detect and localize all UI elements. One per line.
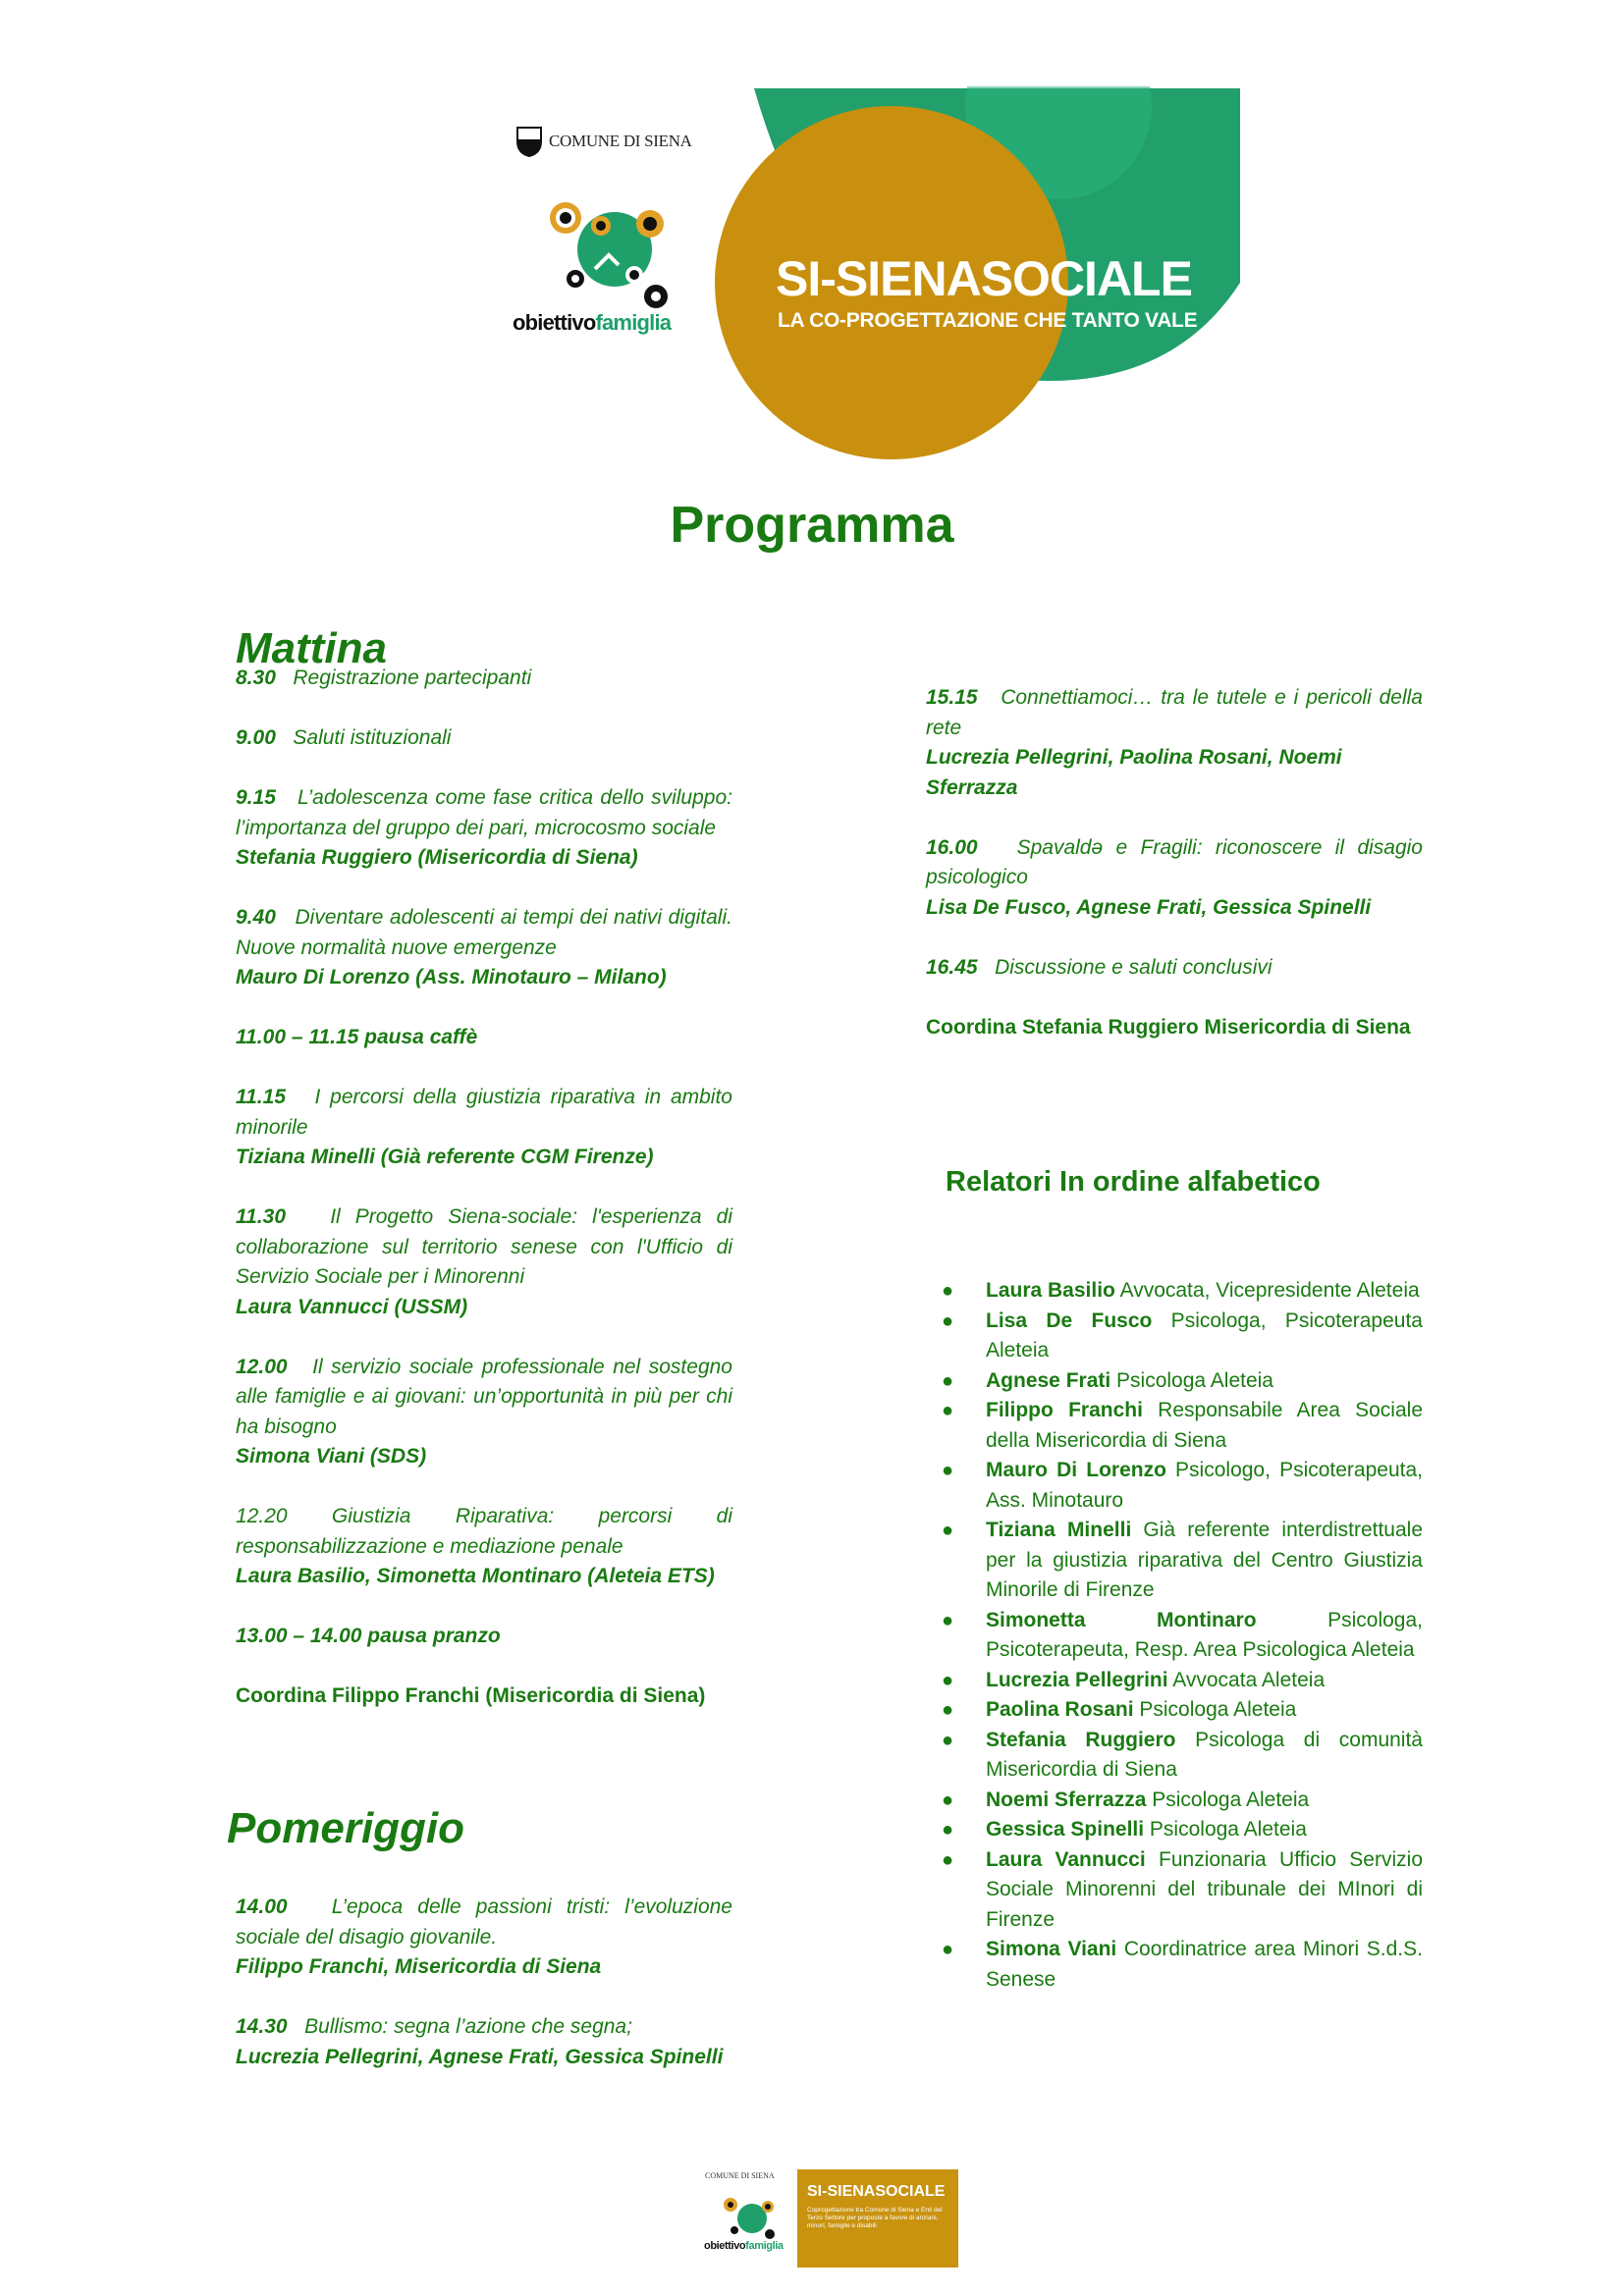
relatore-name: Mauro Di Lorenzo xyxy=(986,1459,1166,1481)
program-item-speaker: Filippo Franchi, Misericordia di Siena xyxy=(236,1955,602,1978)
program-item-topic: Diventare adolescenti ai tempi dei nativi digitali. Nuove normalità nuove emergenze xyxy=(236,906,732,959)
coordinator-note: Coordina Filippo Franchi (Misericordia di Siena) xyxy=(236,1684,706,1707)
program-item-speaker: 11.00 – 11.15 pausa caffè xyxy=(236,1026,478,1048)
bullet-icon: ● xyxy=(941,1729,954,1751)
footer-banner-description: Coprogettazione tra Comune di Siena e Enti del Terzo Settore per proposte a favore di anziani, minori, famiglie e disabili xyxy=(807,2207,943,2229)
famiglia-text: famiglia xyxy=(595,310,672,335)
program-item-topic: Connettiamoci… tra le tutele e i pericoli della rete xyxy=(926,686,1423,739)
bullet-icon: ● xyxy=(941,1819,954,1841)
relatore-item xyxy=(938,1366,1423,1397)
footer-obiettivo-text: obiettivo xyxy=(704,2240,746,2252)
bullet-icon: ● xyxy=(941,1460,954,1481)
relatore-item xyxy=(938,1606,1423,1666)
bullet-icon: ● xyxy=(941,1848,954,1871)
program-item-description xyxy=(926,833,1423,893)
program-item-topic: I percorsi della giustizia riparativa in ambito minorile xyxy=(236,1086,732,1139)
program-item-topic: 12.20 Giustizia Riparativa: percorsi di responsabilizzazione e mediazione penale xyxy=(236,1505,732,1558)
program-item-time: 11.15 xyxy=(236,1086,286,1108)
program-item xyxy=(236,903,732,993)
program-item-time: 9.00 xyxy=(236,726,276,749)
program-item xyxy=(236,1353,732,1472)
bullet-icon: ● xyxy=(941,1609,954,1631)
coordinator-note: Coordina Stefania Ruggiero Misericordia di Siena xyxy=(926,1015,1411,1039)
relatore-item xyxy=(938,1815,1423,1845)
program-item-speaker: Lisa De Fusco, Agnese Frati, Gessica Spinelli xyxy=(926,895,1372,919)
program-item-description xyxy=(926,683,1423,743)
program-item-time: 11.30 xyxy=(236,1205,286,1228)
footer-comune-label: COMUNE DI SIENA xyxy=(705,2171,775,2180)
program-item-description xyxy=(236,1502,732,1562)
relatore-name: Laura Vannucci xyxy=(986,1847,1146,1871)
program-item-topic: Registrazione partecipanti xyxy=(293,667,532,689)
program-item-description xyxy=(236,1202,732,1293)
relatore-item xyxy=(938,1845,1423,1936)
bullet-icon: ● xyxy=(941,1789,954,1811)
program-item-description xyxy=(236,664,732,694)
program-item-description xyxy=(926,953,1423,984)
relatore-item xyxy=(938,1695,1423,1726)
program-item-speaker: Tiziana Minelli (Già referente CGM Firenze) xyxy=(236,1146,654,1168)
program-item-description xyxy=(236,1083,732,1143)
program-item-time: 12.00 xyxy=(236,1355,288,1378)
program-item xyxy=(236,1622,732,1652)
program-item-description xyxy=(236,2012,732,2043)
bullet-icon: ● xyxy=(941,1309,954,1332)
relatore-role: Responsabile Area Sociale della Misericordia di Siena xyxy=(986,1399,1423,1452)
relatore-name: Paolina Rosani xyxy=(986,1698,1134,1721)
program-item-speaker: Mauro Di Lorenzo (Ass. Minotauro – Milano) xyxy=(236,966,667,988)
program-item-speaker: Stefania Ruggiero (Misericordia di Siena) xyxy=(236,846,638,869)
siena-shield-icon xyxy=(515,126,543,157)
relatore-item xyxy=(938,1276,1423,1307)
relatore-name: Lisa De Fusco xyxy=(986,1308,1153,1332)
program-item-topic: Spavaldə e Fragili: riconoscere il disagio psicologico xyxy=(926,835,1423,888)
footer-banner-title: SI-SIENASOCIALE xyxy=(807,2183,946,2200)
relatore-item xyxy=(938,1786,1423,1816)
relatore-name: Gessica Spinelli xyxy=(986,1818,1145,1841)
relatori-heading: Relatori In ordine alfabetico xyxy=(946,1166,1321,1198)
relatore-role: Psicologa Aleteia xyxy=(1144,1818,1307,1841)
program-item-time: 9.15 xyxy=(236,786,276,809)
program-item-speaker: Laura Vannucci (USSM) xyxy=(236,1295,468,1318)
program-item-speaker: Simona Viani (SDS) xyxy=(236,1445,427,1468)
program-item-topic: L’epoca delle passioni tristi: l’evoluzione sociale del disagio giovanile. xyxy=(236,1896,732,1949)
pomeriggio-heading: Pomeriggio xyxy=(227,1804,465,1852)
program-item-time: 16.45 xyxy=(926,955,978,979)
page-title: Programma xyxy=(670,497,954,554)
comune-label: COMUNE DI SIENA xyxy=(549,132,692,150)
program-item-speaker: Laura Basilio, Simonetta Montinaro (Aleteia ETS) xyxy=(236,1565,715,1587)
program-item xyxy=(236,664,732,694)
obiettivo-text: obiettivo xyxy=(513,310,596,335)
relatore-role: Psicologa di comunità Misericordia di Siena xyxy=(986,1728,1423,1781)
relatore-item xyxy=(938,1456,1423,1516)
relatore-name: Noemi Sferrazza xyxy=(986,1788,1147,1811)
mattina-program xyxy=(236,664,732,1741)
relatore-item xyxy=(938,1396,1423,1456)
relatore-name: Filippo Franchi xyxy=(986,1399,1143,1421)
bullet-icon: ● xyxy=(941,1400,954,1421)
program-item xyxy=(236,783,732,874)
program-item-description xyxy=(236,723,732,754)
program-item-time: 14.30 xyxy=(236,2015,288,2038)
program-item xyxy=(926,953,1423,984)
relatore-name: Simonetta Montinaro xyxy=(986,1608,1257,1631)
program-item-time: 9.40 xyxy=(236,906,276,929)
bullet-icon: ● xyxy=(941,1280,954,1302)
program-item-topic: L’adolescenza come fase critica dello sviluppo: l’importanza del gruppo dei pari, microcosmo sociale xyxy=(236,786,732,839)
program-item xyxy=(236,1083,732,1173)
program-item xyxy=(236,1893,732,1983)
bullet-icon: ● xyxy=(941,1699,954,1721)
relatore-role: Psicologa Aleteia xyxy=(1146,1788,1310,1811)
header xyxy=(0,0,1624,461)
obiettivo-famiglia-logo-icon xyxy=(538,194,676,312)
program-item-topic: Saluti istituzionali xyxy=(293,726,452,749)
program-item xyxy=(236,1023,732,1053)
program-item-time: 15.15 xyxy=(926,686,978,709)
program-item-description xyxy=(236,783,732,843)
program-item xyxy=(926,833,1423,924)
program-item xyxy=(236,2012,732,2072)
relatore-item xyxy=(938,1666,1423,1696)
afternoon-program-continued xyxy=(926,683,1423,1073)
program-item-time: 14.00 xyxy=(236,1896,288,1918)
banner-title: SI-SIENASOCIALE xyxy=(776,251,1192,306)
program-item-speaker: Lucrezia Pellegrini, Paolina Rosani, Noemi Sferrazza xyxy=(926,746,1342,799)
obiettivo-famiglia-wordmark xyxy=(513,310,671,336)
program-item-speaker: Lucrezia Pellegrini, Agnese Frati, Gessica Spinelli xyxy=(236,2045,724,2068)
relatore-role: Psicologa, Psicoterapeuta, Resp. Area Psicologica Aleteia xyxy=(986,1608,1423,1661)
relatore-item xyxy=(938,1726,1423,1786)
mattina-heading: Mattina xyxy=(236,624,387,672)
footer-obiettivo-famiglia-icon xyxy=(719,2195,778,2240)
relatore-role: Avvocata Aleteia xyxy=(1167,1668,1326,1691)
program-item xyxy=(236,1502,732,1592)
program-item xyxy=(926,683,1423,803)
program-item-time: 8.30 xyxy=(236,667,276,689)
pomeriggio-program xyxy=(236,1893,732,2103)
relatore-role: Avvocata, Vicepresidente Aleteia xyxy=(1114,1279,1420,1302)
relatore-item xyxy=(938,1307,1423,1366)
relatore-role: Psicologa, Psicoterapeuta Aleteia xyxy=(986,1308,1423,1362)
program-item xyxy=(236,1202,732,1322)
bullet-icon: ● xyxy=(941,1669,954,1691)
relatore-role: Psicologo, Psicoterapeuta, Ass. Minotauro xyxy=(986,1459,1423,1512)
program-item xyxy=(236,723,732,754)
banner-subtitle: LA CO-PROGETTAZIONE CHE TANTO VALE xyxy=(778,309,1198,332)
program-item-speaker: 13.00 – 14.00 pausa pranzo xyxy=(236,1625,501,1647)
program-item-time: 16.00 xyxy=(926,835,978,859)
relatore-item xyxy=(938,1516,1423,1606)
relatore-role: Già referente interdistrettuale per la giustizia riparativa del Centro Giustizia Minorile di Firenze xyxy=(986,1519,1423,1601)
program-item-description xyxy=(236,1353,732,1443)
relatore-item xyxy=(938,1935,1423,1995)
relatore-name: Stefania Ruggiero xyxy=(986,1728,1176,1751)
relatori-list xyxy=(938,1276,1423,1995)
footer-obiettivo-famiglia-wordmark xyxy=(704,2240,784,2252)
program-item-description xyxy=(236,903,732,963)
bullet-icon: ● xyxy=(941,1520,954,1541)
relatore-name: Lucrezia Pellegrini xyxy=(986,1668,1168,1691)
program-item-description xyxy=(236,1893,732,1952)
program-item-topic: Bullismo: segna l’azione che segna; xyxy=(304,2015,632,2038)
program-item-topic: Discussione e saluti conclusivi xyxy=(995,955,1272,979)
relatore-name: Agnese Frati xyxy=(986,1368,1111,1392)
relatore-role: Coordinatrice area Minori S.d.S. Senese xyxy=(986,1938,1423,1991)
bullet-icon: ● xyxy=(941,1369,954,1392)
relatore-role: Funzionaria Ufficio Servizio Sociale Minorenni del tribunale dei MInori di Firenze xyxy=(986,1847,1423,1931)
relatore-name: Laura Basilio xyxy=(986,1279,1115,1302)
relatore-role: Psicologa Aleteia xyxy=(1133,1698,1297,1721)
comune-logo xyxy=(515,126,692,157)
relatore-name: Tiziana Minelli xyxy=(986,1519,1132,1541)
relatore-name: Simona Viani xyxy=(986,1938,1117,1960)
footer-famiglia-text: famiglia xyxy=(745,2240,784,2252)
program-item-topic: Il Progetto Siena-sociale: l'esperienza di collaborazione sul territorio senese con l'Ufficio di Servizio Sociale per i Minorenni xyxy=(236,1205,732,1288)
bullet-icon: ● xyxy=(941,1939,954,1960)
relatore-role: Psicologa Aleteia xyxy=(1110,1368,1273,1392)
program-item-topic: Il servizio sociale professionale nel sostegno alle famiglie e ai giovani: un’opportunità in più per chi ha bisogno xyxy=(236,1355,732,1438)
